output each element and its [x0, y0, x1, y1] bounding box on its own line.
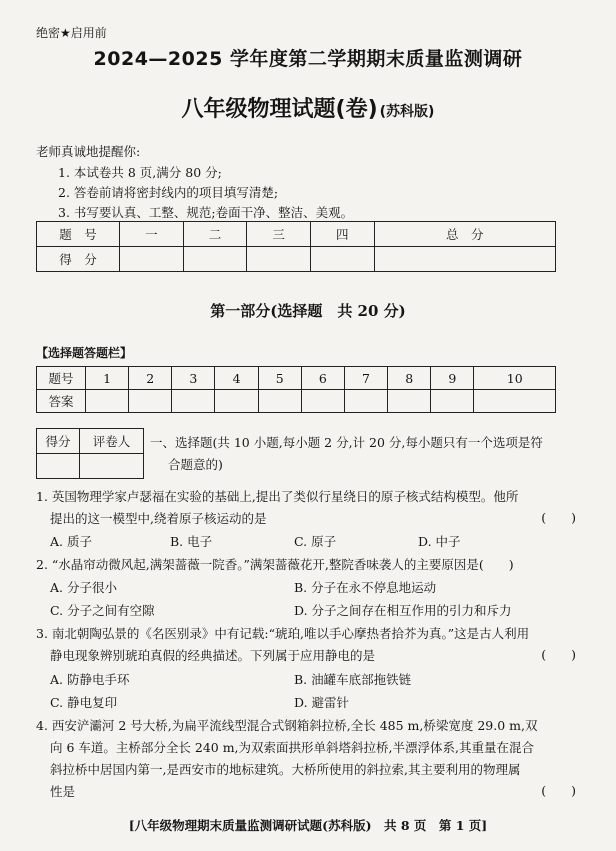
- score-table-header: 二: [183, 222, 247, 247]
- option-d[interactable]: D. 中子: [418, 534, 461, 549]
- question-number: 6: [301, 367, 344, 390]
- answer-cell[interactable]: [431, 390, 474, 413]
- answer-cell[interactable]: [172, 390, 215, 413]
- option-b[interactable]: B. 电子: [170, 534, 213, 549]
- score-table-header: 四: [310, 222, 374, 247]
- answer-paren[interactable]: ( ): [541, 510, 576, 525]
- question-text: 静电现象辨别琥珀真假的经典描述。下列属于应用静电的是: [50, 648, 376, 663]
- score-table-header: 总 分: [374, 222, 555, 247]
- score-table-header: 题 号: [37, 222, 120, 247]
- option-a[interactable]: A. 质子: [50, 534, 92, 549]
- answer-cell[interactable]: [344, 390, 387, 413]
- score-table-header: 三: [247, 222, 311, 247]
- question-number: 4: [215, 367, 258, 390]
- subtitle-text: 八年级物理试题(卷): [181, 97, 378, 122]
- option-c[interactable]: C. 分子之间有空隙: [50, 603, 155, 618]
- grader-table: [36, 428, 144, 479]
- option-c[interactable]: C. 静电复印: [50, 695, 118, 710]
- score-row-label: 得 分: [37, 247, 120, 272]
- option-a[interactable]: A. 分子很小: [50, 580, 117, 595]
- score-cell[interactable]: [247, 247, 311, 272]
- score-cell[interactable]: [310, 247, 374, 272]
- question-text: 性是: [50, 784, 76, 799]
- question-number: 5: [258, 367, 301, 390]
- section1-line: 合题意的): [168, 457, 223, 472]
- question-number: 1: [86, 367, 129, 390]
- score-cell[interactable]: [120, 247, 184, 272]
- answer-table-header: 题号: [37, 367, 86, 390]
- option-a[interactable]: A. 防静电手环: [50, 672, 130, 687]
- question-text: 4. 西安浐灞河 2 号大桥,为扁平流线型混合式钢箱斜拉桥,全长 485 m,桥梁宽度 29.0 m,双: [36, 718, 538, 733]
- question-number: 9: [431, 367, 474, 390]
- answer-paren[interactable]: ( ): [541, 647, 576, 662]
- reminder-heading: 老师真诚地提醒你:: [36, 144, 141, 159]
- question-1: [36, 486, 566, 530]
- score-table: [36, 221, 556, 272]
- question-text: 斜拉桥中居国内第一,是西安市的地标建筑。大桥所使用的斜拉索,其主要利用的物理属: [50, 762, 521, 777]
- section1-instructions: [150, 432, 560, 476]
- score-cell[interactable]: [374, 247, 555, 272]
- answer-cell[interactable]: [129, 390, 172, 413]
- question-text: 向 6 车道。主桥部分全长 240 m,为双索面拱形单斜塔斜拉桥,半漂浮体系,其重量在混合: [50, 740, 534, 755]
- part1-title: 第一部分(选择题 共 20 分): [210, 302, 406, 320]
- grader-name-cell[interactable]: [80, 454, 144, 479]
- answer-cell[interactable]: [474, 390, 556, 413]
- option-b[interactable]: B. 油罐车底部拖铁链: [294, 672, 412, 687]
- question-number: 2: [129, 367, 172, 390]
- answer-cell[interactable]: [301, 390, 344, 413]
- answer-cell[interactable]: [388, 390, 431, 413]
- answer-paren[interactable]: ( ): [541, 783, 576, 798]
- answer-cell[interactable]: [86, 390, 129, 413]
- option-b[interactable]: B. 分子在永不停息地运动: [294, 580, 437, 595]
- reminder-item: 1. 本试卷共 8 页,满分 80 分;: [58, 165, 222, 180]
- question-text: 1. 英国物理学家卢瑟福在实验的基础上,提出了类似行星绕日的原子核式结构模型。他所: [36, 489, 519, 504]
- answer-row-label: 答案: [37, 390, 86, 413]
- answer-bar-label: 【选择题答题栏】: [36, 346, 133, 360]
- question-2: [36, 554, 566, 576]
- question-text: 3. 南北朝陶弘景的《名医别录》中有记载:“琥珀,唯以手心摩热者拾芥为真。”这是古人利用: [36, 626, 530, 641]
- exam-title: 2024—2025 学年度第二学期期末质量监测调研: [93, 48, 523, 70]
- reminder-item: 3. 书写要认真、工整、规范;卷面干净、整洁、美观。: [58, 205, 354, 220]
- option-c[interactable]: C. 原子: [294, 534, 337, 549]
- page-footer: [八年级物理期末质量监测调研试题(苏科版) 共 8 页 第 1 页]: [128, 818, 488, 833]
- confidential-label: 绝密★启用前: [36, 26, 107, 40]
- question-number: 10: [474, 367, 556, 390]
- answer-cell[interactable]: [258, 390, 301, 413]
- grader-score-cell[interactable]: [37, 454, 80, 479]
- option-d[interactable]: D. 分子之间存在相互作用的引力和斥力: [294, 603, 512, 618]
- answer-table: [36, 366, 556, 413]
- score-cell[interactable]: [183, 247, 247, 272]
- answer-cell[interactable]: [215, 390, 258, 413]
- reminder-item: 2. 答卷前请将密封线内的项目填写清楚;: [58, 185, 279, 200]
- grader-name-label: 评卷人: [80, 429, 144, 454]
- question-text: 提出的这一模型中,绕着原子核运动的是: [50, 511, 267, 526]
- question-4: [36, 715, 566, 803]
- option-d[interactable]: D. 避雷针: [294, 695, 350, 710]
- score-table-header: 一: [120, 222, 184, 247]
- question-3: [36, 623, 566, 667]
- question-text: 2. “水晶帘动微风起,满架蔷薇一院香。”满架蔷薇花开,整院香味袭人的主要原因是( ): [36, 557, 514, 572]
- edition-text: (苏科版): [379, 104, 435, 120]
- grader-score-label: 得分: [37, 429, 80, 454]
- exam-subtitle: [0, 92, 616, 123]
- section1-line: 一、选择题(共 10 小题,每小题 2 分,计 20 分,每小题只有一个选项是符: [150, 435, 543, 450]
- question-number: 8: [388, 367, 431, 390]
- question-number: 7: [344, 367, 387, 390]
- question-number: 3: [172, 367, 215, 390]
